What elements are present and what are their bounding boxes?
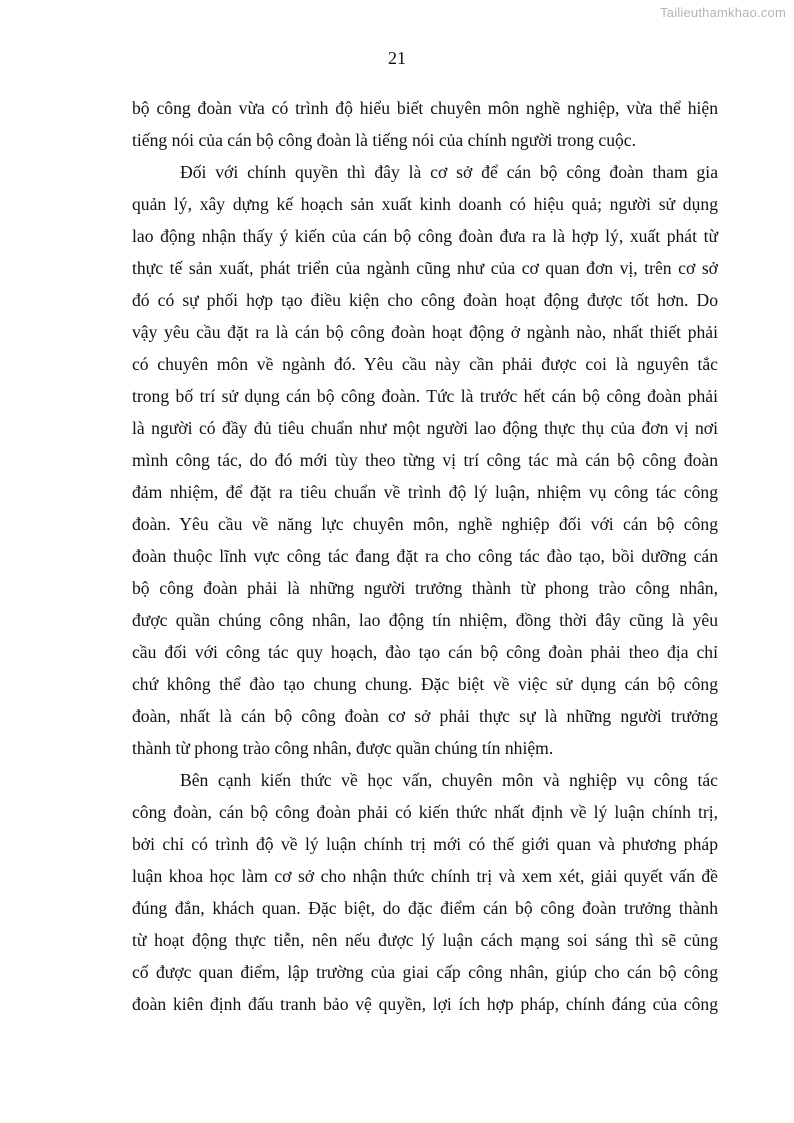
- text-line: có chuyên môn về ngành đó. Yêu cầu này cần phải được coi là nguyên tắc: [132, 354, 718, 374]
- text-line: chứ không thể đào tạo chung chung. Đặc biệt về việc sử dụng cán bộ công: [132, 674, 718, 694]
- text-line: lao động nhận thấy ý kiến của cán bộ công đoàn đưa ra là hợp lý, xuất phát từ: [132, 226, 718, 246]
- text-line: vậy yêu cầu đặt ra là cán bộ công đoàn hoạt động ở ngành nào, nhất thiết phải: [132, 322, 718, 342]
- text-line: đoàn, nhất là cán bộ công đoàn cơ sở phải thực sự là những người trưởng: [132, 706, 718, 726]
- text-line: công đoàn, cán bộ công đoàn phải có kiến thức nhất định về lý luận chính trị,: [132, 802, 718, 822]
- text-line: được quần chúng công nhân, lao động tín nhiệm, đồng thời đây cũng là yêu: [132, 610, 718, 630]
- text-line: cố được quan điểm, lập trường của giai cấp công nhân, giúp cho cán bộ công: [132, 962, 718, 982]
- text-line: thực tế sản xuất, phát triển của ngành cũng như của cơ quan đơn vị, trên cơ sở: [132, 258, 718, 278]
- text-line: Bên cạnh kiến thức về học vấn, chuyên môn và nghiệp vụ công tác: [180, 770, 718, 790]
- text-line: đúng đắn, khách quan. Đặc biệt, do đặc điểm cán bộ công đoàn trưởng thành: [132, 898, 718, 918]
- text-line: đoàn thuộc lĩnh vực công tác đang đặt ra cho công tác đào tạo, bồi dưỡng cán: [132, 546, 718, 566]
- text-line: đoàn kiên định đấu tranh bảo vệ quyền, lợi ích hợp pháp, chính đáng của công: [132, 994, 718, 1014]
- watermark: Tailieuthamkhao.com: [660, 5, 786, 20]
- text-line: luận khoa học làm cơ sở cho nhận thức chính trị và xem xét, giải quyết vấn đề: [132, 866, 718, 886]
- text-line: đoàn. Yêu cầu về năng lực chuyên môn, nghề nghiệp đối với cán bộ công: [132, 514, 718, 534]
- page-number: 21: [388, 48, 406, 68]
- text-line: là người có đầy đủ tiêu chuẩn như một người lao động thực thụ của đơn vị nơi: [132, 418, 718, 438]
- text-line: Đối với chính quyền thì đây là cơ sở để cán bộ công đoàn tham gia: [180, 162, 718, 182]
- text-line: mình công tác, do đó mới tùy theo từng vị trí công tác mà cán bộ công đoàn: [132, 450, 718, 470]
- text-line: từ hoạt động thực tiễn, nên nếu được lý luận cách mạng soi sáng thì sẽ củng: [132, 930, 718, 950]
- text-line: trong bố trí sử dụng cán bộ công đoàn. Tức là trước hết cán bộ công đoàn phải: [132, 386, 718, 406]
- text-line: bộ công đoàn vừa có trình độ hiểu biết chuyên môn nghề nghiệp, vừa thể hiện: [132, 98, 718, 118]
- text-line: tiếng nói của cán bộ công đoàn là tiếng nói của chính người trong cuộc.: [132, 130, 636, 150]
- text-line: cầu đối với công tác quy hoạch, đào tạo cán bộ công đoàn phải theo địa chỉ: [132, 642, 718, 662]
- text-line: bộ công đoàn phải là những người trưởng thành từ phong trào công nhân,: [132, 578, 718, 598]
- body-text: [132, 92, 718, 1020]
- text-line: quản lý, xây dựng kế hoạch sản xuất kinh doanh có hiệu quả; người sử dụng: [132, 194, 718, 214]
- text-line: đảm nhiệm, để đặt ra tiêu chuẩn về trình độ lý luận, nhiệm vụ công tác công: [132, 482, 718, 502]
- text-line: đó có sự phối hợp tạo điều kiện cho công đoàn hoạt động được tốt hơn. Do: [132, 290, 718, 310]
- text-line: thành từ phong trào công nhân, được quần chúng tín nhiệm.: [132, 738, 554, 758]
- text-line: bởi chỉ có trình độ về lý luận chính trị mới có thế giới quan và phương pháp: [132, 834, 718, 854]
